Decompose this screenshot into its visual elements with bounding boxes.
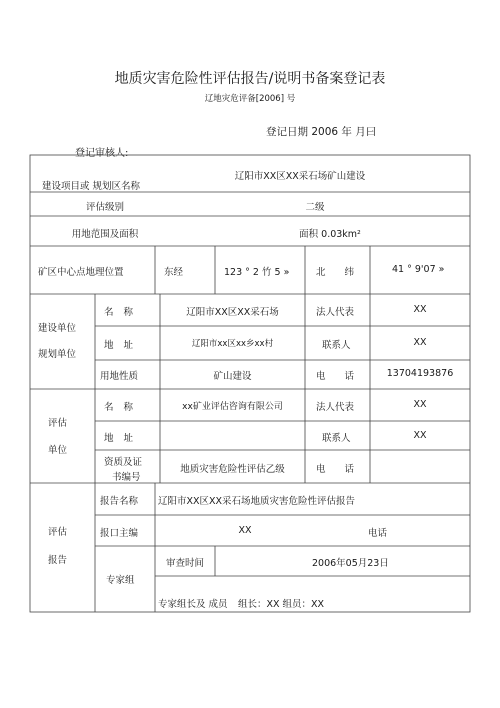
builder-name-label: 名称 <box>104 307 144 318</box>
builder-name-value: 辽阳市XX区XX采石场 <box>186 307 279 318</box>
project-name-label: 建设项目或 规划区名称 <box>42 181 141 192</box>
builder-contact-label: 联系人 <box>322 340 351 351</box>
builder-legal-value: XX <box>413 304 427 315</box>
assessor-name-value: xx矿业评估咨询有限公司 <box>182 402 283 412</box>
builder-group-label-2: 规划单位 <box>38 349 77 360</box>
east-longitude-label: 东经 <box>164 267 184 278</box>
review-time-label: 审查时间 <box>166 558 205 569</box>
assessor-phone-label: 电 话 <box>316 464 355 475</box>
builder-contact-value: XX <box>413 337 427 348</box>
form-title: 地质灾害危险性评估报告/说明书备案登记表 <box>114 71 386 87</box>
cert-value: 地质灾害危险性评估乙级 <box>180 464 285 475</box>
register-date: 登记日期 2006 年 月曰 <box>266 126 377 138</box>
expert-members-label: 专家组长及 成员 <box>158 599 228 610</box>
grade-value: 二级 <box>305 202 325 213</box>
builder-phone-value: 13704193876 <box>386 368 454 379</box>
editor-label: 报口主编 <box>100 528 139 539</box>
table-border <box>30 155 470 612</box>
report-group-label: 评估 <box>48 527 68 538</box>
assessor-group-label-2: 单位 <box>48 445 68 456</box>
assessor-legal-label: 法人代表 <box>316 402 355 413</box>
east-longitude-value: 123 ° 2 竹 5 » <box>224 267 290 278</box>
cert-label: 资质及证 <box>104 457 143 468</box>
editor-value: XX <box>238 525 252 536</box>
report-phone-label: 电话 <box>368 528 388 539</box>
expert-group-label: 专家组 <box>106 575 135 586</box>
assessor-contact-label: 联系人 <box>322 433 351 444</box>
north-latitude-label: 北 纬 <box>316 267 355 278</box>
landuse-value: 矿山建设 <box>213 371 252 382</box>
project-name-value: 辽阳市XX区XX采石场矿山建设 <box>234 171 366 182</box>
assessor-group-label: 评估 <box>48 418 68 429</box>
builder-address-value: 辽阳市xx区xx乡xx村 <box>191 339 274 349</box>
expert-members-value: 组长：XX 组员：XX <box>238 599 325 610</box>
north-latitude-value: 41 ° 9'07 » <box>392 264 445 275</box>
report-name-value: 辽阳市XX区XX采石场地质灾害危险性评估报告 <box>158 496 356 507</box>
builder-legal-label: 法人代表 <box>316 307 355 318</box>
review-time-value: 2006年05月23日 <box>312 558 389 569</box>
location-label: 矿区中心点地理位置 <box>38 267 124 278</box>
grade-label: 评估级别 <box>85 202 124 213</box>
builder-phone-label: 电 话 <box>316 371 355 382</box>
report-group-label-2: 报告 <box>48 555 68 566</box>
land-area-label: 用地范围及面积 <box>71 229 139 240</box>
reviewer-label: 登记审核人: <box>75 148 129 159</box>
builder-group-label: 建设单位 <box>38 323 77 334</box>
assessor-name-label: 名称 <box>104 402 144 413</box>
landuse-label: 用地性质 <box>100 371 139 382</box>
assessor-contact-value: XX <box>413 430 427 441</box>
cert-label-2: 书编号 <box>112 472 141 483</box>
builder-address-label: 地址 <box>104 340 144 351</box>
assessor-address-label: 地址 <box>104 433 144 444</box>
land-area-value: 面积 0.03km² <box>299 229 361 240</box>
document-number: 辽地灾危评备[2006] 号 <box>204 94 296 104</box>
report-name-label: 报告名称 <box>100 496 139 507</box>
assessor-legal-value: XX <box>413 399 427 410</box>
